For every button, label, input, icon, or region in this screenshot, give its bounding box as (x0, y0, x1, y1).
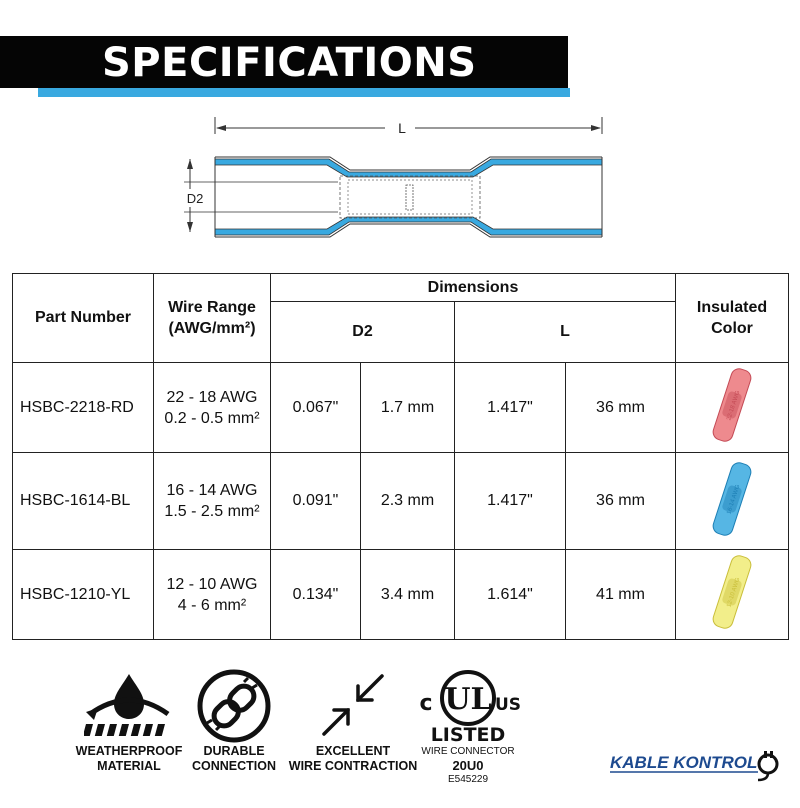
heat-shrink-connector-image (697, 550, 767, 634)
part-number-cell: HSBC-2218-RD (13, 363, 154, 453)
l-mm-cell: 36 mm (566, 363, 676, 453)
feature-contraction-line1: EXCELLENT (315, 744, 391, 758)
wire-range-cell (154, 550, 271, 640)
plug-icon (758, 751, 777, 780)
d2-mm-cell: 1.7 mm (361, 363, 455, 453)
heat-shrink-connector-image (697, 457, 767, 541)
d2-inch-cell: 0.067" (271, 363, 361, 453)
d2-mm-cell: 2.3 mm (361, 453, 455, 550)
ul-code-text: 20U0 (452, 758, 484, 773)
part-number-cell: HSBC-1210-YL (13, 550, 154, 640)
insulated-color-cell (676, 453, 789, 550)
insulated-color-cell (676, 550, 789, 640)
d2-inch-cell: 0.134" (271, 550, 361, 640)
header-insulated-color-line2: Color (711, 320, 753, 337)
header-dimensions: Dimensions (271, 274, 676, 302)
header-l: L (455, 302, 676, 363)
header-insulated-color (676, 274, 789, 363)
ul-us-text: US (494, 695, 522, 715)
header-d2: D2 (271, 302, 455, 363)
table-row (13, 453, 789, 550)
durable-connection-icon (196, 668, 272, 744)
feature-durable-line2: CONNECTION (191, 759, 277, 773)
feature-contraction-line2: WIRE CONTRACTION (288, 759, 418, 773)
ul-c-text: c (419, 691, 433, 716)
title-accent-stripe (38, 88, 570, 97)
butt-connector-diagram (170, 112, 620, 247)
insulated-color-cell (676, 363, 789, 453)
l-inch-cell: 1.614" (455, 550, 566, 640)
heat-shrink-connector-image (697, 363, 767, 447)
header-part-number: Part Number (13, 274, 154, 363)
wire-range-awg: 22 - 18 AWG (166, 388, 258, 406)
l-mm-cell: 41 mm (566, 550, 676, 640)
l-mm-cell: 36 mm (566, 453, 676, 550)
length-label: L (398, 120, 406, 136)
feature-weatherproof-caption (70, 744, 188, 774)
feature-weatherproof-line1: WEATHERPROOF (75, 744, 183, 758)
page-title: SPECIFICATIONS (102, 40, 477, 86)
wire-range-mm2: 4 - 6 mm² (177, 596, 247, 614)
header-wire-range-line1: Wire Range (168, 299, 256, 316)
feature-durable-caption (186, 744, 282, 774)
tube-print-text: 22-18 AWG (726, 390, 742, 422)
header-wire-range-line2: (AWG/mm²) (168, 320, 256, 337)
ul-listed-mark (414, 668, 522, 808)
brand-name: KABLE KONTROL (610, 753, 758, 772)
diameter-label: D2 (186, 191, 204, 206)
spec-table (12, 273, 789, 640)
header-wire-range (154, 274, 271, 363)
ul-category-text: WIRE CONNECTOR (421, 746, 515, 757)
wire-range-cell (154, 453, 271, 550)
wire-range-cell (154, 363, 271, 453)
contraction-arrows-icon (318, 670, 388, 740)
ul-listed-text: LISTED (430, 724, 506, 746)
wire-range-mm2: 0.2 - 0.5 mm² (164, 409, 260, 427)
wire-range-mm2: 1.5 - 2.5 mm² (164, 503, 260, 520)
brand-logo (608, 742, 788, 782)
feature-durable-line1: DURABLE (203, 744, 265, 758)
table-row (13, 550, 789, 640)
d2-mm-cell: 3.4 mm (361, 550, 455, 640)
wire-range-awg: 16 - 14 AWG (166, 482, 258, 499)
weatherproof-icon (84, 668, 174, 742)
part-number-cell: HSBC-1614-BL (13, 453, 154, 550)
l-inch-cell: 1.417" (455, 363, 566, 453)
ul-mark-text: UL (444, 682, 492, 717)
feature-contraction-caption (284, 744, 422, 774)
table-row (13, 363, 789, 453)
d2-inch-cell: 0.091" (271, 453, 361, 550)
feature-weatherproof-line2: MATERIAL (97, 759, 161, 773)
header-insulated-color-line1: Insulated (696, 299, 768, 316)
ul-logo-icon (414, 668, 522, 728)
ul-file-number: E545229 (447, 774, 489, 785)
tube-print-text: 12-10 AWG (726, 577, 742, 609)
tube-print-text: 16-14 AWG (726, 483, 742, 515)
l-inch-cell: 1.417" (455, 453, 566, 550)
wire-range-awg: 12 - 10 AWG (166, 575, 258, 593)
